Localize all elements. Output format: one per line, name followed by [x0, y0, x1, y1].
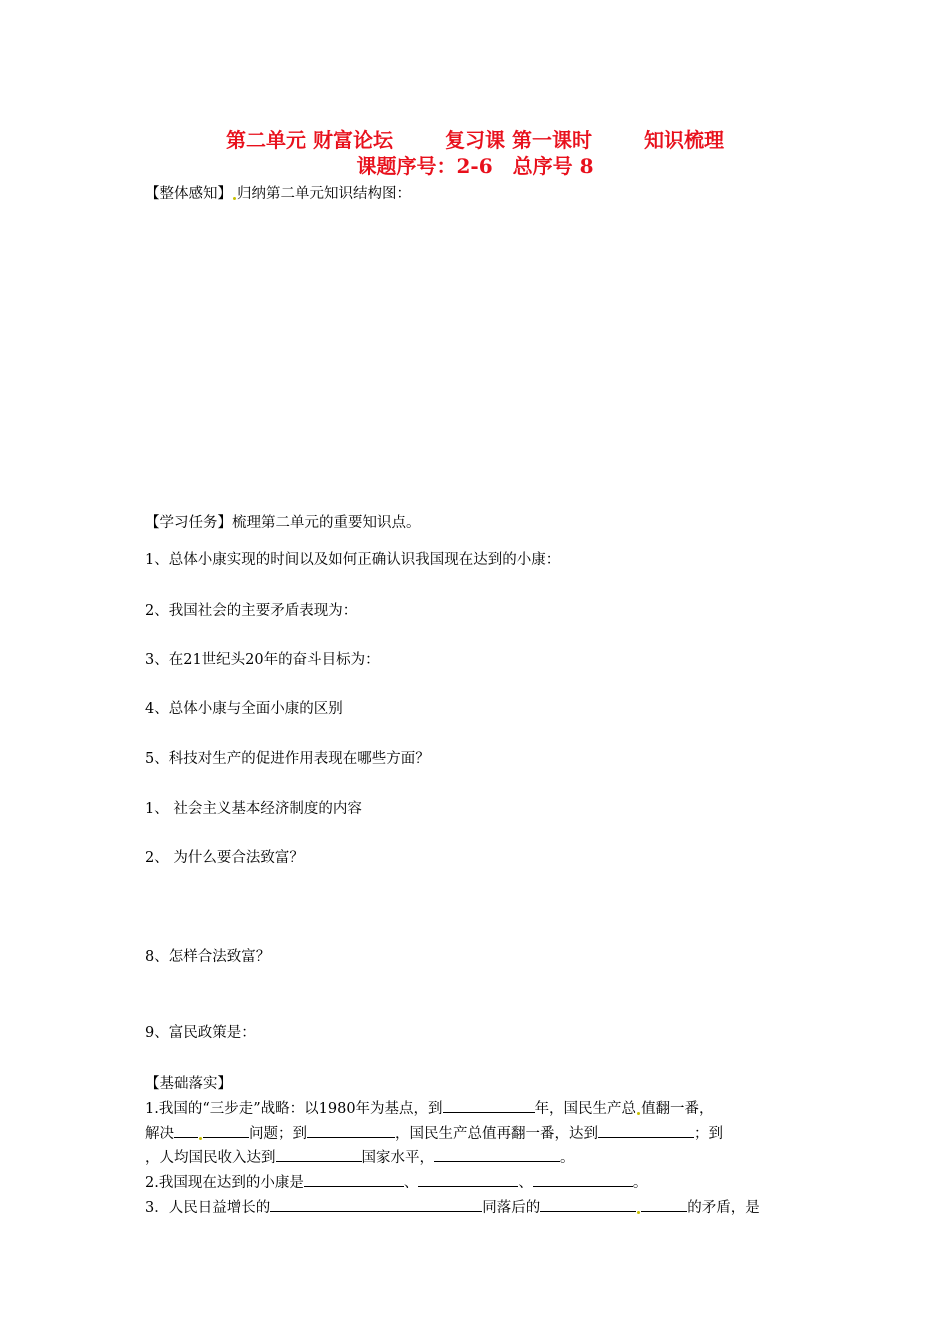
answer-blank[interactable]: [540, 1197, 636, 1212]
overview-text: 归纳第二单元知识结构图：: [237, 186, 411, 202]
list-item: 8、怎样合法致富？: [145, 949, 271, 965]
answer-blank[interactable]: [304, 1172, 404, 1187]
answer-blank[interactable]: [443, 1098, 535, 1113]
answer-blank[interactable]: [307, 1123, 395, 1138]
foundation-label: 【基础落实】: [145, 1076, 232, 1092]
question-1-line-2: 解决 问题；到 ，国民生产总值再翻一番，达到 ；到: [145, 1122, 723, 1143]
list-item: 4、总体小康与全面小康的区别: [145, 701, 343, 717]
answer-blank[interactable]: [174, 1123, 198, 1138]
answer-blank[interactable]: [276, 1147, 362, 1162]
mark-dot: [637, 1211, 640, 1214]
mark-dot: [233, 197, 236, 200]
list-item: 1、总体小康实现的时间以及如何正确认识我国现在达到的小康：: [145, 552, 561, 568]
mark-dot: [199, 1137, 202, 1140]
title-lesson: 复习课 第一课时: [445, 128, 592, 152]
mark-dot: [637, 1112, 640, 1115]
question-3: 3．人民日益增长的 同落后的 的矛盾，是: [145, 1196, 760, 1217]
title-unit: 第二单元 财富论坛: [226, 128, 393, 152]
overview-line: [145, 182, 411, 203]
answer-blank[interactable]: [418, 1172, 518, 1187]
answer-blank[interactable]: [203, 1123, 249, 1138]
list-item: 3、在21世纪头20年的奋斗目标为：: [145, 652, 380, 668]
task-line: [145, 511, 421, 532]
question-1-line-1: 1.我国的“三步走”战略：以1980年为基点，到 年，国民生产总 值翻一番，: [145, 1097, 714, 1118]
list-item: 9、富民政策是：: [145, 1025, 256, 1041]
list-item: 2、 为什么要合法致富？: [145, 850, 304, 866]
answer-blank[interactable]: [270, 1197, 482, 1212]
document-title: [0, 124, 950, 153]
task-label: 【学习任务】: [145, 515, 232, 531]
answer-blank[interactable]: [533, 1172, 633, 1187]
title-topic: 知识梳理: [643, 128, 724, 152]
answer-blank[interactable]: [641, 1197, 687, 1212]
list-item: 1、 社会主义基本经济制度的内容: [145, 801, 362, 817]
question-2: 2.我国现在达到的小康是 、 、 。: [145, 1171, 647, 1192]
list-item: 2、我国社会的主要矛盾表现为：: [145, 603, 358, 619]
question-1-line-3: ，人均国民收入达到 国家水平， 。: [145, 1146, 575, 1167]
answer-blank[interactable]: [434, 1147, 560, 1162]
overview-label: 【整体感知】: [145, 186, 232, 202]
document-subtitle: 课题序号：2-6 总序号 8: [356, 154, 594, 178]
task-text: 梳理第二单元的重要知识点。: [232, 515, 421, 531]
list-item: 5、科技对生产的促进作用表现在哪些方面？: [145, 751, 430, 767]
answer-blank[interactable]: [598, 1123, 694, 1138]
